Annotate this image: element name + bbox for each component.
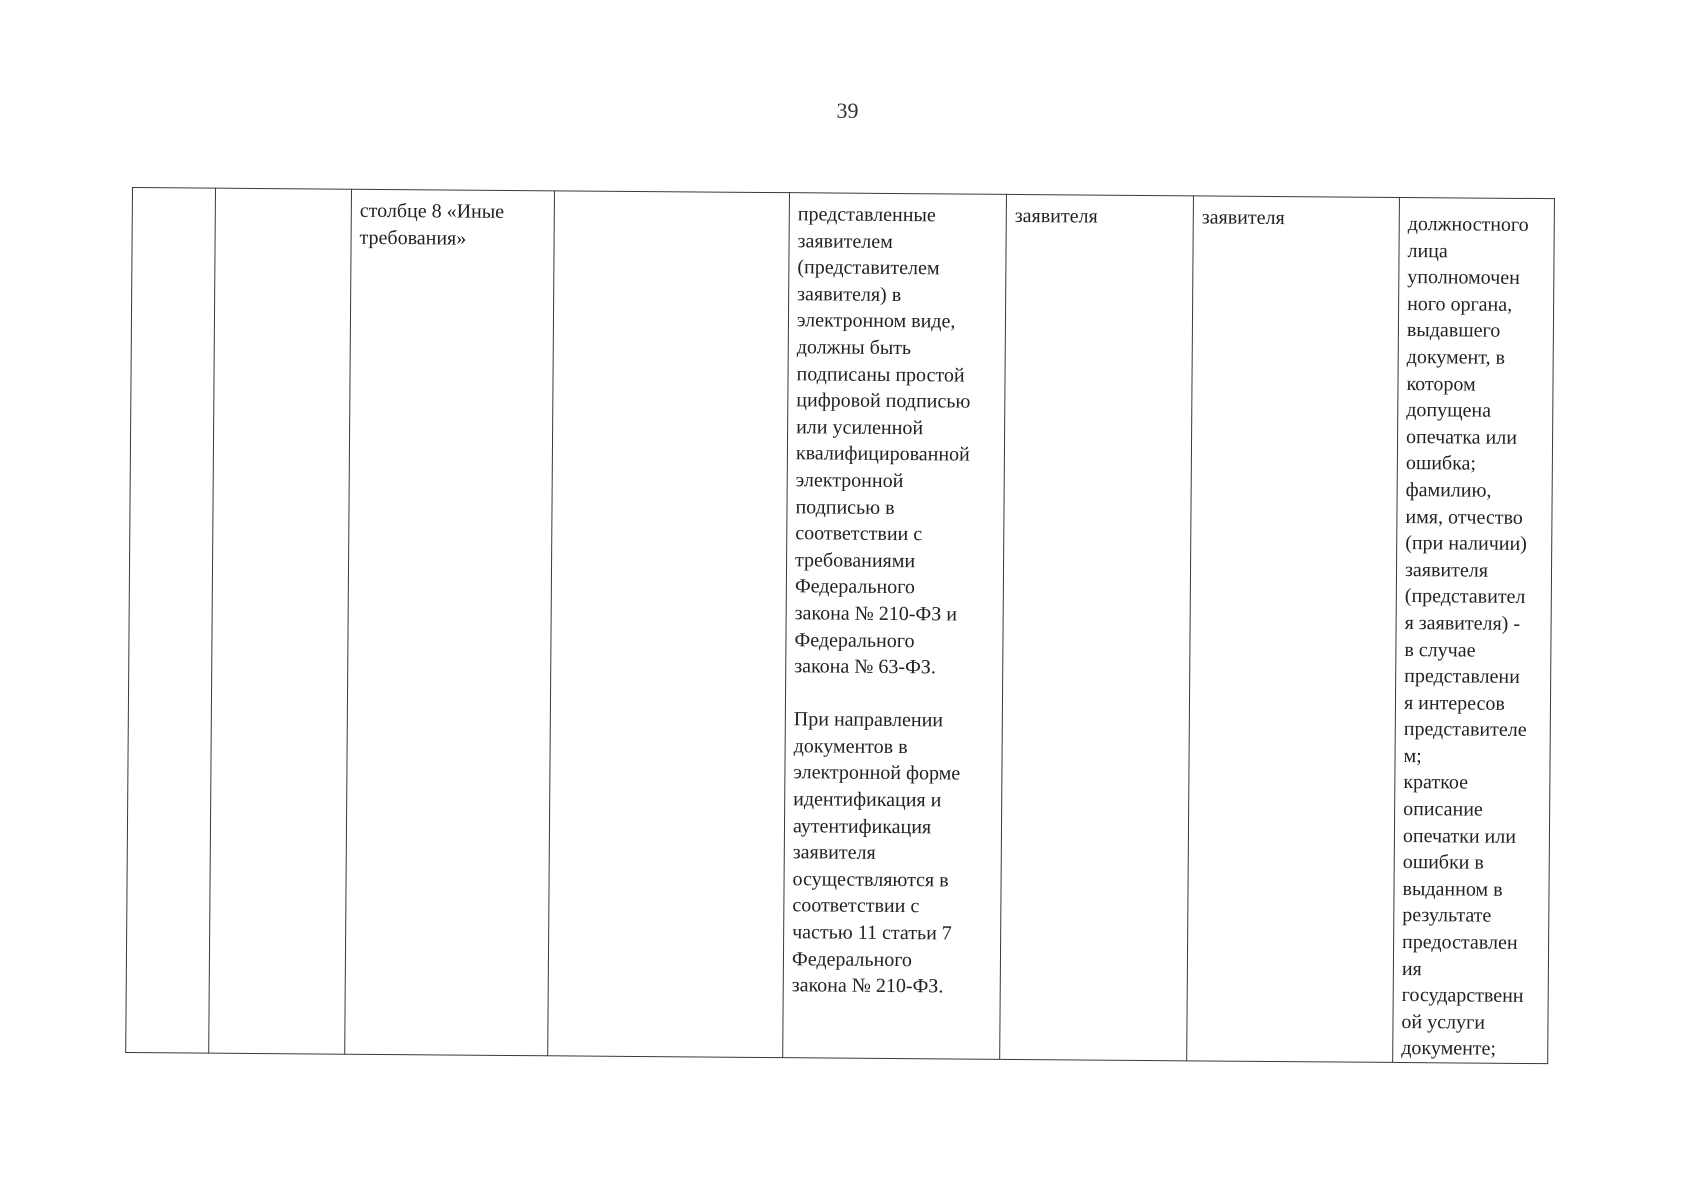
- table-cell-col3: [345, 189, 555, 1056]
- cell-text: должностного лица уполномочен ного органа, выдавшего документ, в котором допущена опечатка или ошибка; фамилию, имя, отчество (при наличии) заявителя (представител я заявителя) - в случае представлени я интересов представителе м; краткое описание опечатки или ошибки в выданном в результате предоставлен ия государственн ой услуги документе;: [1401, 213, 1529, 1061]
- table-cell-col8: [1393, 197, 1555, 1063]
- table-cell-col4: [548, 191, 790, 1058]
- page-number: 39: [836, 98, 859, 123]
- table-cell-col2: [209, 188, 352, 1054]
- cell-text: столбце 8 «Иные требования»: [359, 199, 505, 250]
- table-cell-col6: [1000, 194, 1194, 1060]
- table-row: [126, 188, 1555, 1064]
- requirements-table: [125, 187, 1555, 1064]
- cell-text: представленные заявителем (представителем заявителя) в электронном виде, должны быть подписаны простой цифровой подписью или усиленной квалифицированной электронной подписью в соответствии с требованиями Федерального закона № 210-ФЗ и Федерального закона № 63-ФЗ. При направлении документов в электронной форме идентификация и аутентификация заявителя осуществляются в соответствии с частью 11 статьи 7 Федерального закона № 210-ФЗ.: [791, 203, 971, 998]
- cell-text: заявителя: [1014, 204, 1098, 228]
- cell-text: заявителя: [1201, 206, 1285, 230]
- table-cell-col5: [783, 193, 1007, 1060]
- cell-text: [224, 197, 345, 198]
- table-cell-col1: [126, 188, 216, 1054]
- cell-text: [141, 196, 209, 197]
- table-cell-col7: [1187, 196, 1400, 1063]
- cell-text: [563, 199, 783, 201]
